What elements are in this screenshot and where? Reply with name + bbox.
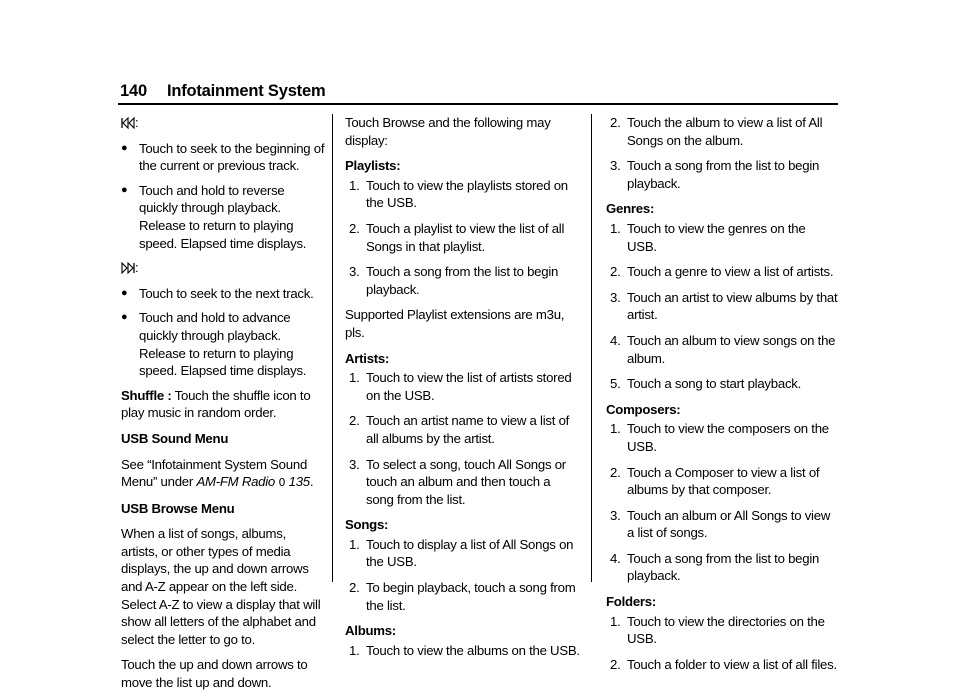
next-track-heading: : bbox=[121, 259, 326, 277]
browse-paragraph-1: When a list of songs, albums, artists, or other types of media displays, the up and down arrows and A-Z appear on the left side. Select A-Z to view a display that will show all letters of the alphabet and select the letter to go to. bbox=[121, 526, 321, 647]
section-title: Infotainment System bbox=[166, 82, 326, 100]
list-item: 2. Touch a genre to view a list of artists. bbox=[610, 264, 834, 280]
column-divider bbox=[332, 114, 333, 582]
browse-paragraph-2: Touch the up and down arrows to move the list up and down. bbox=[121, 657, 308, 691]
list-item: 2. Touch the album to view a list of All Songs on the album. bbox=[610, 115, 823, 148]
header-rule bbox=[118, 103, 838, 105]
see-reference: See “Infotainment System Sound Menu” under AM-FM Radio 0 135. bbox=[121, 456, 314, 490]
column-divider bbox=[591, 114, 592, 582]
page-number: 140 bbox=[120, 82, 147, 100]
previous-track-icon bbox=[121, 117, 135, 129]
folders-list bbox=[606, 613, 838, 674]
column-1 bbox=[121, 114, 326, 700]
browse-intro: Touch Browse and the following may display: bbox=[345, 115, 551, 148]
list-item: ● Touch to seek to the next track. bbox=[121, 285, 314, 301]
list-item: 3. Touch a song from the list to begin playback. bbox=[349, 264, 559, 297]
albums-list-continued bbox=[606, 114, 838, 192]
reference-page[interactable]: 135 bbox=[288, 474, 310, 490]
list-item: 3. Touch an album or All Songs to view a list of songs. bbox=[610, 507, 831, 541]
songs-heading: Songs: bbox=[345, 517, 389, 533]
list-item: 1. Touch to display a list of All Songs on the USB. bbox=[349, 536, 574, 570]
browse-menu-heading: USB Browse Menu bbox=[121, 500, 235, 516]
genres-list bbox=[606, 220, 838, 393]
songs-list bbox=[345, 536, 580, 614]
page-arrow-icon: 0 bbox=[278, 476, 286, 490]
sound-menu-heading: USB Sound Menu bbox=[121, 430, 229, 446]
bullet-icon: ● bbox=[121, 311, 128, 324]
list-item: ● Touch to seek to the beginning of the current or previous track. bbox=[121, 140, 325, 174]
genres-heading: Genres: bbox=[606, 201, 655, 217]
list-item: 1. Touch to view the directories on the USB. bbox=[610, 613, 825, 647]
list-item: 3. Touch an artist to view albums by that artist. bbox=[610, 289, 838, 323]
page-header bbox=[120, 82, 325, 101]
list-item: 1. Touch to view the list of artists stored on the USB. bbox=[349, 370, 572, 403]
list-item: 1. Touch to view the composers on the USB. bbox=[610, 421, 829, 454]
albums-list bbox=[345, 642, 580, 660]
list-item: 5. Touch a song to start playback. bbox=[610, 376, 802, 392]
list-item: 2. Touch a Composer to view a list of albums by that composer. bbox=[610, 464, 820, 498]
list-item: ● Touch and hold to advance quickly through playback. Release to return to playing speed. Elapsed time displays. bbox=[121, 310, 307, 379]
bullet-icon: ● bbox=[121, 183, 128, 196]
previous-track-heading: : bbox=[121, 114, 326, 132]
playlists-heading: Playlists: bbox=[345, 158, 401, 174]
list-item: 2. Touch a folder to view a list of all files. bbox=[610, 656, 837, 672]
next-track-icon bbox=[121, 262, 135, 274]
bullet-icon: ● bbox=[121, 286, 128, 299]
list-item: 1. Touch to view the playlists stored on the USB. bbox=[349, 177, 568, 211]
list-item: 3. Touch a song from the list to begin playback. bbox=[610, 158, 820, 191]
column-2 bbox=[345, 114, 580, 667]
shuffle-paragraph: Shuffle : Touch the shuffle icon to play music in random order. bbox=[121, 387, 311, 421]
list-item: 2. Touch a playlist to view the list of all Songs in that playlist. bbox=[349, 220, 565, 254]
supported-extensions: Supported Playlist extensions are m3u, pls. bbox=[345, 307, 565, 340]
list-item: 3. To select a song, touch All Songs or touch an album and then touch a song from the list. bbox=[349, 456, 566, 507]
list-item: 1. Touch to view the genres on the USB. bbox=[610, 220, 806, 254]
list-item: ● Touch and hold to reverse quickly through playback. Release to return to playing speed. Elapsed time displays. bbox=[121, 182, 307, 251]
bullet-icon: ● bbox=[121, 141, 128, 154]
previous-track-bullets bbox=[121, 140, 326, 253]
list-item: 2. Touch an artist name to view a list of all albums by the artist. bbox=[349, 413, 570, 446]
artists-heading: Artists: bbox=[345, 350, 390, 366]
column-3 bbox=[606, 114, 838, 681]
shuffle-label: Shuffle : bbox=[121, 387, 172, 403]
artists-list bbox=[345, 369, 580, 508]
reference-link[interactable]: AM-FM Radio bbox=[196, 474, 276, 490]
list-item: 4. Touch a song from the list to begin playback. bbox=[610, 550, 820, 584]
composers-heading: Composers: bbox=[606, 401, 681, 417]
folders-heading: Folders: bbox=[606, 594, 657, 610]
albums-heading: Albums: bbox=[345, 623, 396, 639]
composers-list bbox=[606, 420, 838, 585]
next-track-bullets bbox=[121, 285, 326, 380]
list-item: 2. To begin playback, touch a song from the list. bbox=[349, 580, 576, 613]
list-item: 4. Touch an album to view songs on the album. bbox=[610, 332, 836, 366]
list-item: 1. Touch to view the albums on the USB. bbox=[349, 642, 580, 658]
playlists-list bbox=[345, 177, 580, 299]
